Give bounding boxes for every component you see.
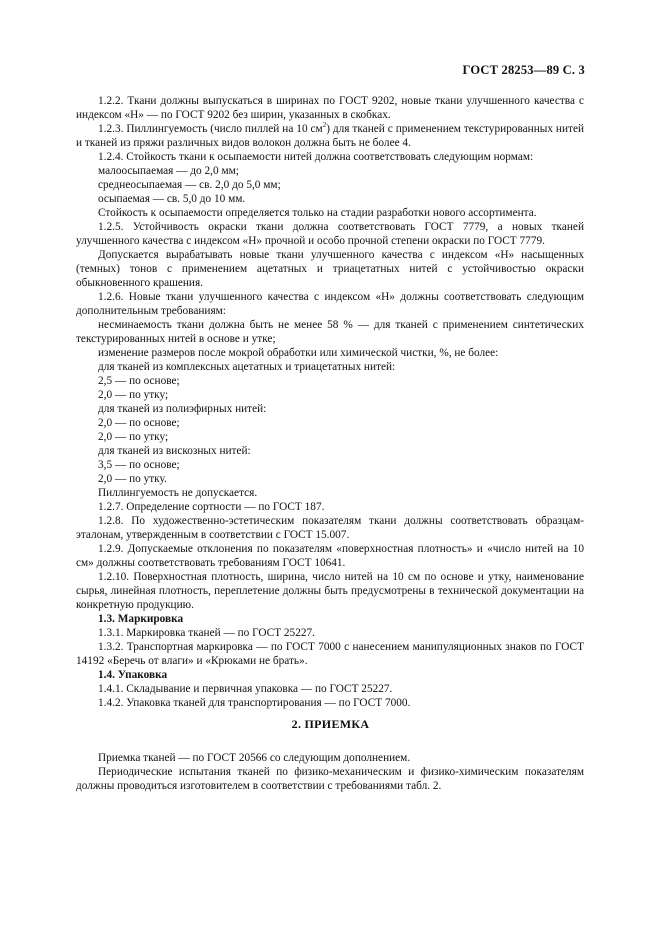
paragraph: Стойкость к осыпаемости определяется только на стадии разработки нового ассортимента.: [98, 207, 537, 219]
paragraph: 1.2.8. По художественно-эстетическим показателям ткани должны соответствовать образцам-эталонам, утвержденным в соответствии с ГОСТ 15.007.: [76, 515, 584, 541]
paragraph: для тканей из вискозных нитей:: [98, 445, 251, 457]
paragraph: 1.4.2. Упаковка тканей для транспортирования — по ГОСТ 7000.: [98, 697, 411, 709]
paragraph: 3,5 — по основе;: [98, 459, 180, 471]
superscript: 2: [322, 121, 327, 129]
paragraph: 2,0 — по утку.: [98, 473, 167, 485]
section-2-title: 2. ПРИЕМКА: [291, 717, 370, 731]
paragraph: 1.4.1. Складывание и первичная упаковка — по ГОСТ 25227.: [98, 683, 393, 695]
paragraph: Приемка тканей — по ГОСТ 20566 со следующим дополнением.: [98, 752, 411, 764]
paragraph: 1.2.2. Ткани должны выпускаться в ширинах по ГОСТ 9202, новые ткани улучшенного качества с индексом «Н» — по ГОСТ 9202 без ширин, указанных в скобках.: [76, 95, 584, 121]
paragraph-text: 1.2.3. Пиллингуемость (число пиллей на 10 см: [98, 123, 323, 135]
paragraph: 2,5 — по основе;: [98, 375, 180, 387]
paragraph: для тканей из полиэфирных нитей:: [98, 403, 267, 415]
section-2-body: [76, 751, 584, 793]
paragraph: несминаемость ткани должна быть не менее 58 % — для тканей с применением синтетических текстурированных нитей в основе и утке;: [76, 319, 584, 345]
paragraph: 1.2.4. Стойкость ткани к осыпаемости нитей должна соответствовать следующим нормам:: [98, 151, 534, 163]
paragraph: 2,0 — по утку;: [98, 431, 169, 443]
paragraph: 1.2.5. Устойчивость окраски ткани должна соответствовать ГОСТ 7779, а новых тканей улучшенного качества с индексом «Н» прочной и особо прочной степени окраски по ГОСТ 7779.: [76, 221, 584, 247]
paragraph: 1.3.2. Транспортная маркировка — по ГОСТ 7000 с нанесением манипуляционных знаков по ГОСТ 14192 «Беречь от влаги» и «Крюками не брать».: [76, 641, 584, 667]
section-1-body: [76, 94, 584, 710]
paragraph: изменение размеров после мокрой обработки или химической чистки, %, не более:: [98, 347, 499, 359]
paragraph: Допускается вырабатывать новые ткани улучшенного качества с индексом «Н» насыщенных (темных) тонов с применением ацетатных и триацетатных нитей с устойчивостью окраски обыкновенного крашения.: [76, 249, 584, 289]
paragraph: 1.2.6. Новые ткани улучшенного качества с индексом «Н» должны соответствовать следующим дополнительным требованиям:: [76, 291, 584, 317]
subsection-heading: 1.4. Упаковка: [98, 669, 168, 681]
paragraph: 1.2.10. Поверхностная плотность, ширина, число нитей на 10 см по основе и утку, наименование сырья, линейная плотность, переплетение должны быть предусмотрены в технической документации на конкретную продукцию.: [76, 571, 584, 611]
paragraph: Периодические испытания тканей по физико-механическим и физико-химическим показателям должны проводиться изготовителем в соответствии с требованиями табл. 2.: [76, 766, 584, 792]
paragraph-text: ) для тканей с применением текстурированных нитей и тканей из пряжи различных видов волокон должна быть не более 4.: [76, 123, 585, 149]
paragraph: 2,0 — по утку;: [98, 389, 169, 401]
paragraph: среднеосыпаемая — св. 2,0 до 5,0 мм;: [98, 179, 281, 191]
paragraph: [76, 122, 584, 150]
paragraph: для тканей из комплексных ацетатных и триацетатных нитей:: [98, 361, 396, 373]
subsection-heading: 1.3. Маркировка: [98, 613, 184, 625]
paragraph: осыпаемая — св. 5,0 до 10 мм.: [98, 193, 246, 205]
paragraph: 1.3.1. Маркировка тканей — по ГОСТ 25227.: [98, 627, 315, 639]
paragraph: малоосыпаемая — до 2,0 мм;: [98, 165, 239, 177]
page-header: ГОСТ 28253—89 С. 3: [462, 63, 585, 77]
paragraph: Пиллингуемость не допускается.: [98, 487, 258, 499]
paragraph: 2,0 — по основе;: [98, 417, 180, 429]
paragraph: 1.2.9. Допускаемые отклонения по показателям «поверхностная плотность» и «число нитей на 10 см» должны соответствовать требованиям ГОСТ 10641.: [76, 543, 584, 569]
paragraph: 1.2.7. Определение сортности — по ГОСТ 187.: [98, 501, 325, 513]
